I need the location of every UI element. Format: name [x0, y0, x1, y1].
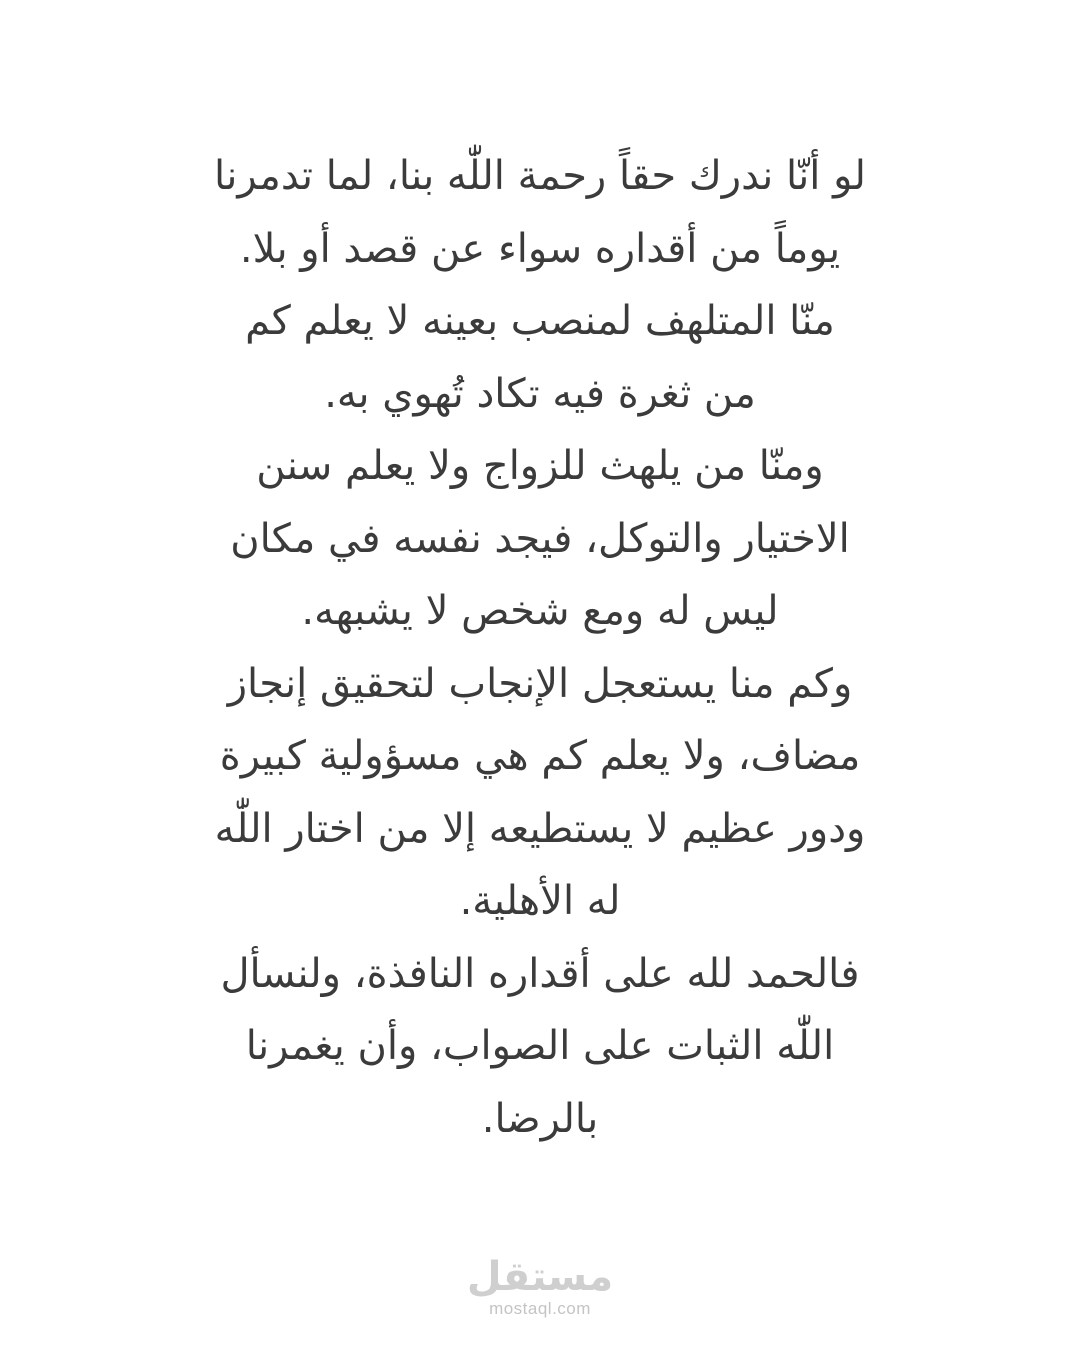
text-line-9: مضاف، ولا يعلم كم هي مسؤولية كبيرة — [219, 733, 861, 779]
text-line-2: يوماً من أقداره سواء عن قصد أو بلا. — [239, 225, 841, 272]
text-line-1: لو أنّا ندرك حقاً رحمة اللّٰه بنا، لما تدمرنا — [214, 153, 866, 199]
text-line-3: منّا المتلهف لمنصب بعينه لا يعلم كم — [245, 298, 835, 344]
text-line-7: ليس له ومع شخص لا يشبهه. — [301, 588, 779, 634]
text-line-14: بالرضا. — [481, 1095, 599, 1142]
watermark-brand-logo: مستقل — [466, 1254, 614, 1300]
text-line-8: وكم منا يستعجل الإنجاب لتحقيق إنجاز — [227, 660, 853, 707]
text-line-10: ودور عظيم لا يستطيعه إلا من اختار اللّٰه — [214, 805, 866, 852]
watermark-domain: mostaql.com — [489, 1299, 591, 1318]
text-line-6: الاختيار والتوكل، فيجد نفسه في مكان — [230, 515, 850, 562]
text-line-5: ومنّا من يلهث للزواج ولا يعلم سنن — [256, 443, 824, 489]
text-line-4: من ثغرة فيه تكاد تُهوي به. — [324, 370, 756, 417]
text-line-12: فالحمد لله على أقداره النافذة، ولنسأل — [220, 950, 860, 997]
text-line-13: اللّٰه الثبات على الصواب، وأن يغمرنا — [245, 1023, 835, 1069]
quote-text-block — [120, 140, 960, 1155]
mostaql-watermark — [440, 1255, 640, 1319]
text-line-11: له الأهلية. — [459, 878, 621, 924]
